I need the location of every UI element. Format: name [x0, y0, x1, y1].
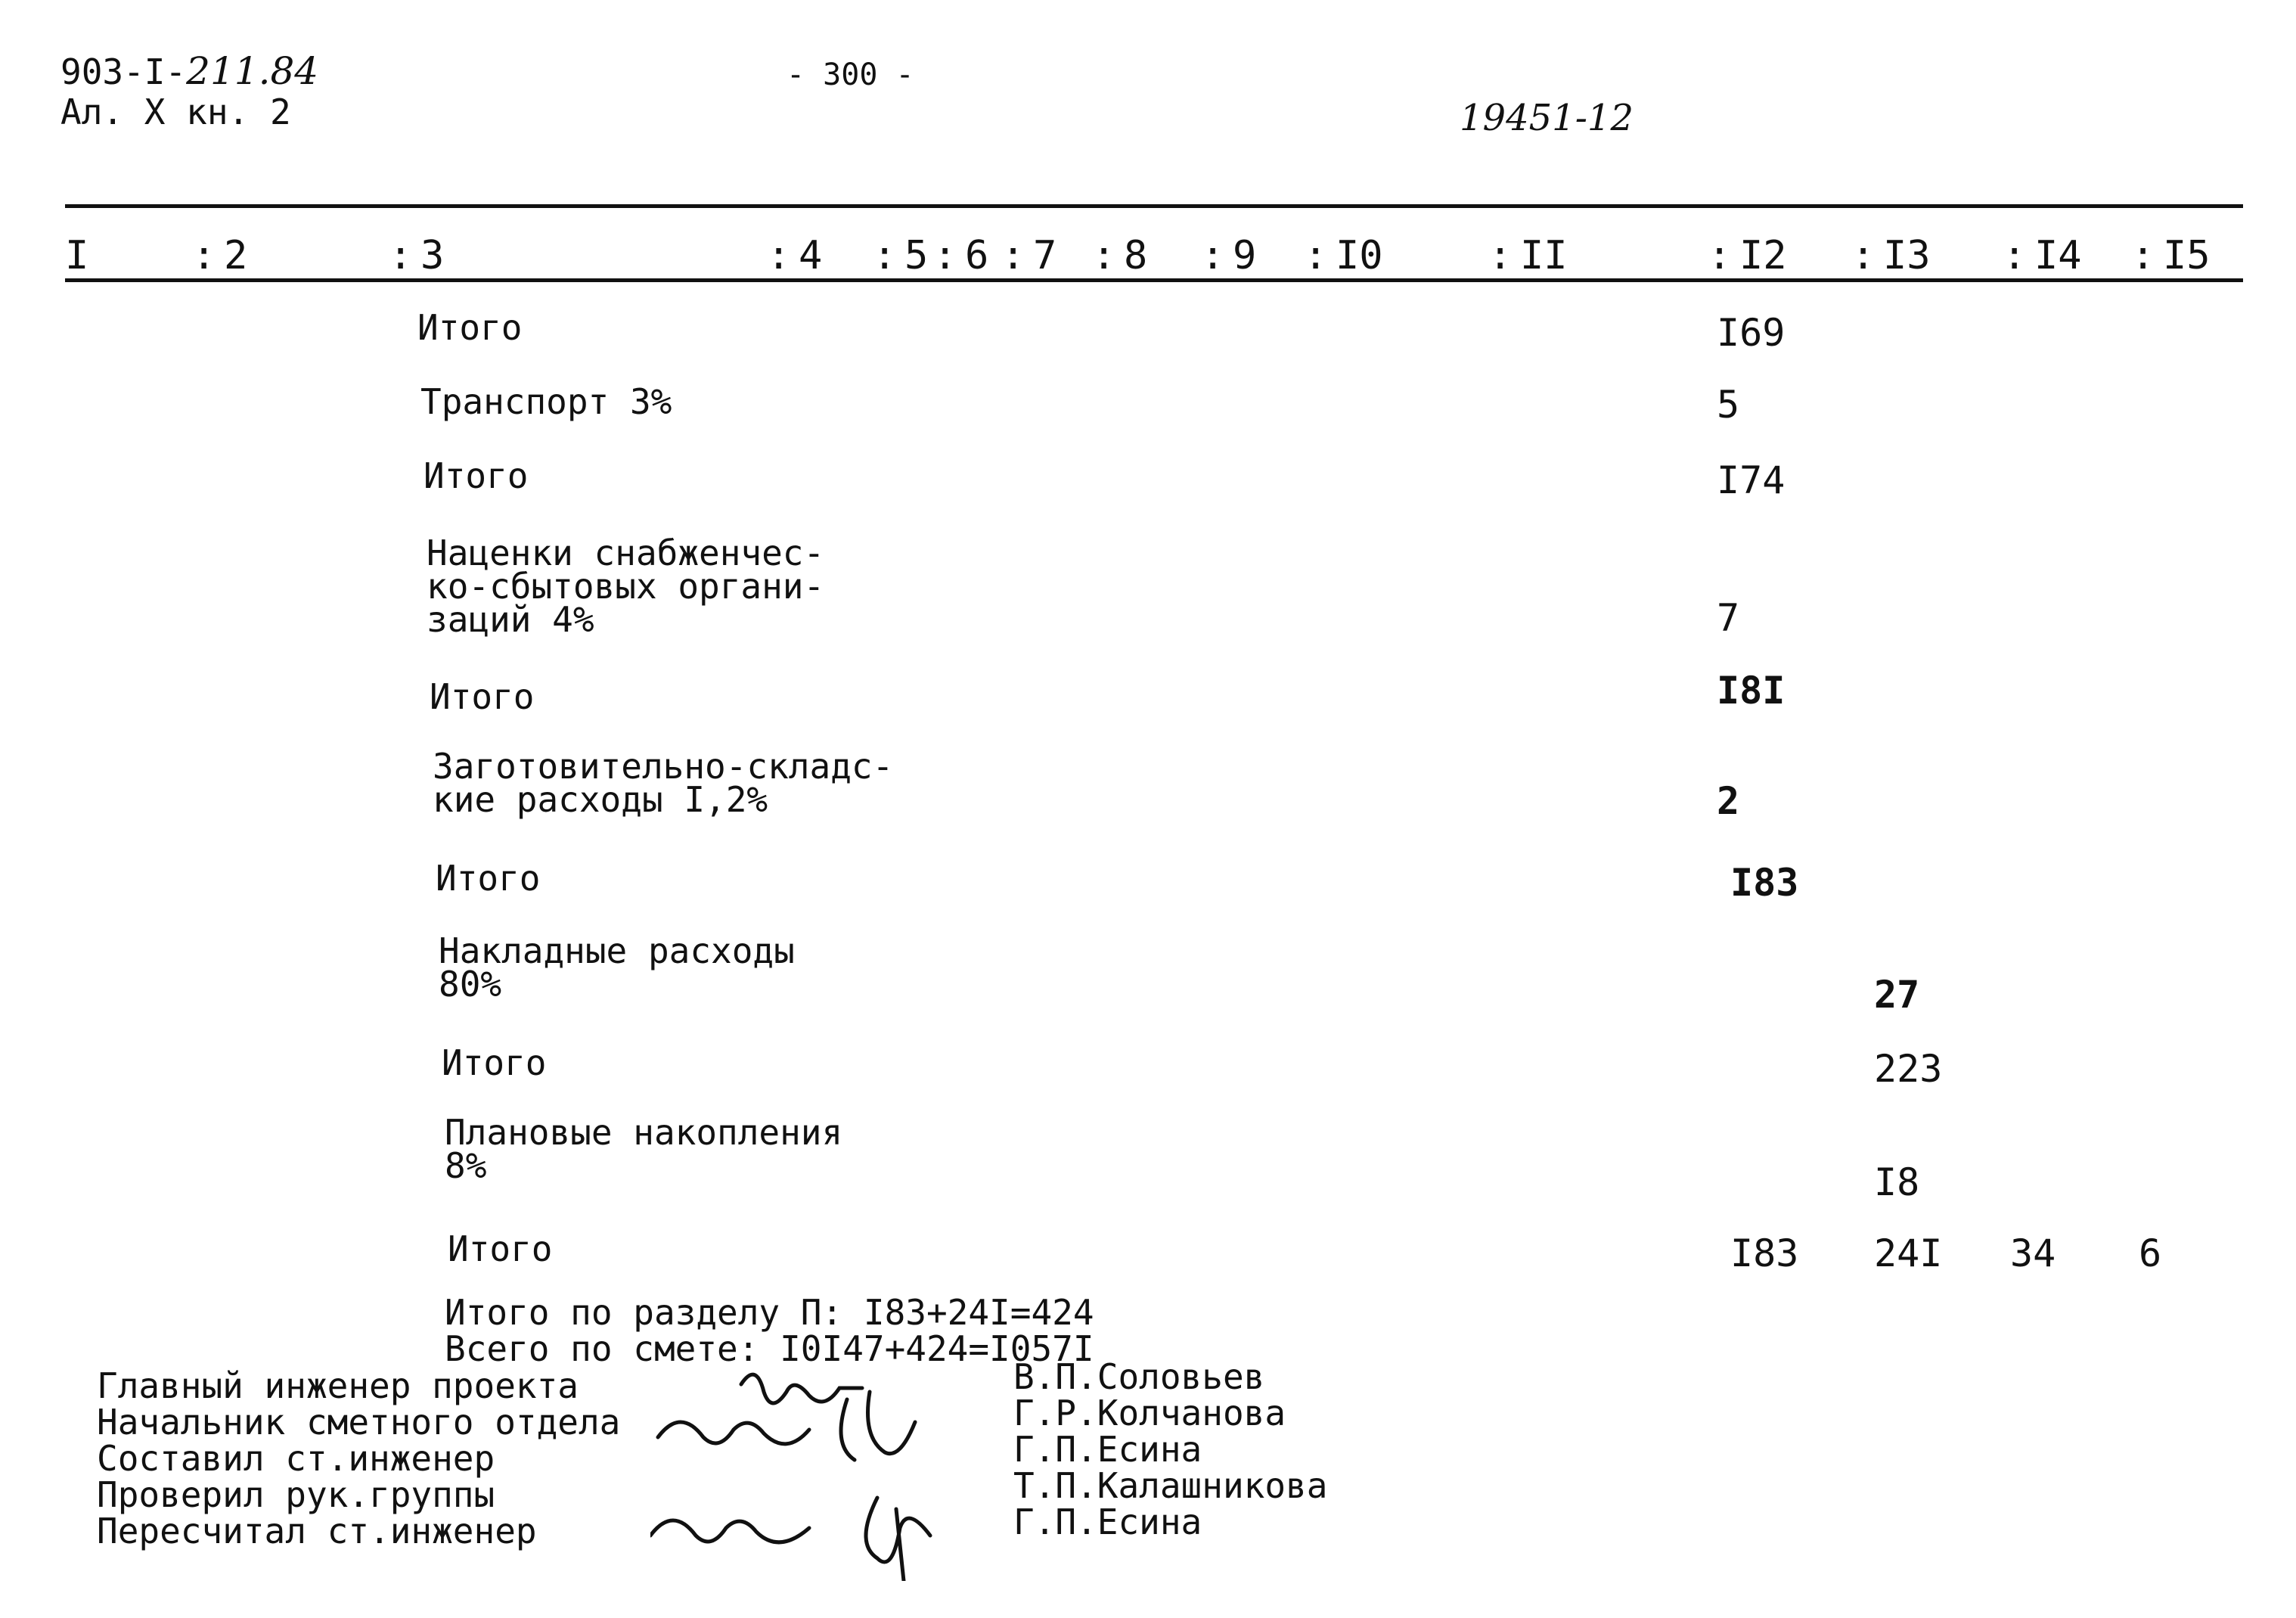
- column-header-9: 9: [1233, 233, 1257, 278]
- row-label: ко-сбытовых органи-: [427, 566, 825, 607]
- column-separator: :: [192, 233, 216, 278]
- signature-name: Г.П.Есина: [1013, 1502, 1202, 1542]
- row-value-col12: I8I: [1717, 669, 1786, 713]
- column-header-12: I2: [1739, 233, 1787, 278]
- column-separator: :: [1001, 233, 1025, 278]
- column-separator: :: [1708, 233, 1732, 278]
- signature-role: Составил ст.инженер: [97, 1438, 495, 1479]
- row-value-col12: 7: [1717, 596, 1740, 640]
- row-label: Итого: [424, 455, 529, 496]
- row-label: Накладные расходы: [439, 930, 795, 971]
- row-value-col13: I8: [1874, 1160, 1920, 1204]
- handwritten-signatures: [650, 1354, 1013, 1581]
- signature-name: Г.Р.Колчанова: [1013, 1393, 1286, 1433]
- row-label: Плановые накопления: [445, 1112, 843, 1153]
- row-value-col13: 27: [1874, 973, 1920, 1017]
- signature-role: Проверил рук.группы: [97, 1474, 495, 1515]
- document-code: [61, 49, 319, 93]
- row-value-col12: 2: [1717, 779, 1740, 823]
- page-number: - 300 -: [787, 57, 914, 92]
- row-value-col14: 34: [2010, 1231, 2056, 1275]
- estimate-total: Всего по смете: I0I47+424=I057I: [445, 1328, 1094, 1369]
- column-separator: :: [2131, 233, 2155, 278]
- row-label: Заготовительно-складс-: [433, 746, 894, 787]
- column-separator: :: [1092, 233, 1116, 278]
- column-header-10: I0: [1336, 233, 1383, 278]
- header-rule: [65, 278, 2243, 282]
- top-rule: [65, 204, 2243, 208]
- row-label: заций 4%: [427, 599, 594, 640]
- column-separator: :: [1304, 233, 1328, 278]
- row-label: 8%: [445, 1145, 487, 1186]
- column-header-14: I4: [2034, 233, 2082, 278]
- column-header-11: II: [1520, 233, 1568, 278]
- row-label: Итого: [417, 307, 523, 348]
- column-separator: :: [389, 233, 413, 278]
- row-label: Итого: [436, 858, 541, 899]
- row-label: Наценки снабженчес-: [427, 533, 825, 573]
- section-total: Итого по разделу П: I83+24I=424: [445, 1292, 1094, 1333]
- column-header-6: 6: [965, 233, 989, 278]
- signature-role: Начальник сметного отдела: [97, 1402, 621, 1443]
- column-separator: :: [2003, 233, 2027, 278]
- column-separator: :: [1488, 233, 1513, 278]
- row-label: кие расходы I,2%: [433, 779, 768, 820]
- column-header-3: 3: [420, 233, 445, 278]
- row-label: 80%: [439, 964, 502, 1005]
- column-separator: :: [873, 233, 897, 278]
- column-separator: :: [933, 233, 957, 278]
- signature-name: Т.П.Калашникова: [1013, 1465, 1328, 1506]
- column-header-7: 7: [1033, 233, 1057, 278]
- row-label: Итого: [430, 676, 535, 717]
- column-header-13: I3: [1883, 233, 1931, 278]
- sheet-code: 19451-12: [1460, 97, 1634, 139]
- row-value-col12: I83: [1730, 861, 1799, 905]
- document-code-handwritten: 211.84: [186, 49, 319, 93]
- signature-name: Г.П.Есина: [1013, 1429, 1202, 1470]
- row-label: Итого: [442, 1042, 547, 1083]
- row-value-col13: 223: [1874, 1047, 1943, 1091]
- document-code-prefix: 903-I-: [61, 51, 187, 92]
- signature-role: Пересчитал ст.инженер: [97, 1511, 537, 1551]
- column-separator: :: [1851, 233, 1876, 278]
- column-header-5: 5: [904, 233, 929, 278]
- row-label: Транспорт 3%: [420, 381, 672, 422]
- album-line: Ал. X кн. 2: [61, 92, 291, 132]
- row-value-col12: I83: [1730, 1231, 1799, 1275]
- column-header-15: I5: [2163, 233, 2211, 278]
- signature-name: В.П.Соловьев: [1013, 1356, 1265, 1397]
- row-value-col12: 5: [1717, 383, 1740, 427]
- row-label: Итого: [448, 1228, 553, 1269]
- column-separator: :: [767, 233, 791, 278]
- column-header-2: 2: [224, 233, 248, 278]
- row-value-col12: I74: [1717, 458, 1786, 502]
- column-header-1: I: [65, 233, 89, 278]
- column-header-8: 8: [1124, 233, 1148, 278]
- column-separator: :: [1201, 233, 1225, 278]
- signature-role: Главный инженер проекта: [97, 1365, 579, 1406]
- row-value-col15: 6: [2139, 1231, 2162, 1275]
- column-header-4: 4: [799, 233, 823, 278]
- row-value-col13: 24I: [1874, 1231, 1943, 1275]
- row-value-col12: I69: [1717, 311, 1786, 355]
